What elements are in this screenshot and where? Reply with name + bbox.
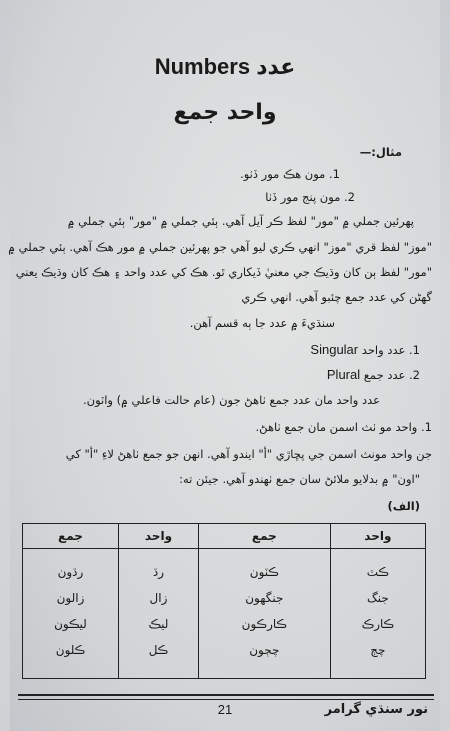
table-cell: جنگ xyxy=(366,591,389,605)
type-plural-latin: Plural xyxy=(326,367,361,382)
paragraph-line-5: سنڌيءَ ۾ عدد جا ٻه قسم آهن. xyxy=(189,316,335,330)
table-label: (الف) xyxy=(387,499,420,513)
table-header: جمع xyxy=(198,524,330,549)
footer-rule-thin xyxy=(18,699,434,700)
table-cell: رڌون xyxy=(57,565,84,579)
section-subtitle: واحد جمع xyxy=(173,100,277,125)
table-cell: زالون xyxy=(56,591,85,605)
example-2: 2. مون پنج مور ڏٺا xyxy=(265,190,355,204)
type-plural xyxy=(327,367,420,382)
table-header: واحد xyxy=(330,524,425,549)
paragraph-line-4: گهڻن کي عدد جمع چئبو آهي. انهي ڪري xyxy=(241,290,432,304)
table-cell: ڪٽون xyxy=(249,565,279,579)
paragraph-line-1: پهرئين جملي ۾ "مور" لفظ ڪر آيل آهي. ٻئي جملي ۾ "مور" ٻئي جملي ۾ xyxy=(67,214,414,228)
paragraph-line-3: "مور" لفظ ٻن کان وڌيڪ جي معنيٰ ڏيکاري ٿو. هڪ کي عدد واحد ۽ هڪ کان وڌيڪ يعني xyxy=(15,265,432,279)
table-cell: ليڪ xyxy=(148,617,169,631)
table-header: واحد xyxy=(118,524,198,549)
rule-1-heading: 1. واحد مو ٺث اسمن مان جمع ٺاهڻ. xyxy=(255,420,432,434)
table-cell: رڌ xyxy=(152,565,165,579)
footer-rule xyxy=(18,694,434,696)
paragraph-line-2: "موز" لفظ قري "موز" انهي ڪري ليو آهي جو پهرئين جملي ۾ مور هڪ آهي. ٻئي جملي ۾ xyxy=(8,240,432,254)
word-table xyxy=(22,523,426,679)
page-number: 21 xyxy=(217,702,233,717)
table-cell: ڪل xyxy=(148,643,169,657)
table-cell: زال xyxy=(149,591,168,605)
table-cell: چڄ xyxy=(370,643,386,657)
title-arabic: عدد xyxy=(256,55,296,80)
example-label: مثال:— xyxy=(359,145,402,159)
table-header-row xyxy=(23,524,426,549)
table-header: جمع xyxy=(23,524,119,549)
example-1: 1. مون هڪ مور ڏٺو. xyxy=(240,167,340,181)
rule-1-text-1: جن واحد مونث اسمن جي پڇاڙي "أ" ايندو آهي. انهن جو جمع ٺاهڻ لاءِ "أ" کي xyxy=(65,447,432,461)
table-cell: چڄون xyxy=(249,643,280,657)
page-title xyxy=(0,54,450,80)
type-singular-latin: Singular xyxy=(310,342,359,357)
rule-1-text-2: "اون" ۾ بدلايو ملائڻ سان جمع ٺهندو آهي. جيئن ته: xyxy=(179,472,420,486)
table-cell: ڪارڪون xyxy=(241,617,287,631)
table-column-singular-1 xyxy=(330,549,425,679)
book-title: نور سنڌي گرامر xyxy=(324,702,428,717)
table-column-singular-2 xyxy=(118,549,198,679)
table-column-plural-2 xyxy=(23,549,119,679)
type-plural-num: 2. عدد جمع xyxy=(363,368,420,382)
rule-line: عدد واحد مان عدد جمع ٺاهڻ جون (عام حالت فاعلي ۾) واٽون. xyxy=(82,393,380,407)
table-cell: ڪلون xyxy=(55,643,86,657)
table-cell: ليڪون xyxy=(54,617,87,631)
table-column-plural-1 xyxy=(198,549,330,679)
type-singular xyxy=(310,342,420,357)
title-latin: Numbers xyxy=(154,54,251,79)
type-singular-num: 1. عدد واحد xyxy=(361,343,420,357)
table-cell: ڪارڪ xyxy=(361,617,395,631)
table-cell: جنگهون xyxy=(245,591,284,605)
table-cell: ڪٽ xyxy=(366,565,389,579)
table-row xyxy=(23,549,426,679)
